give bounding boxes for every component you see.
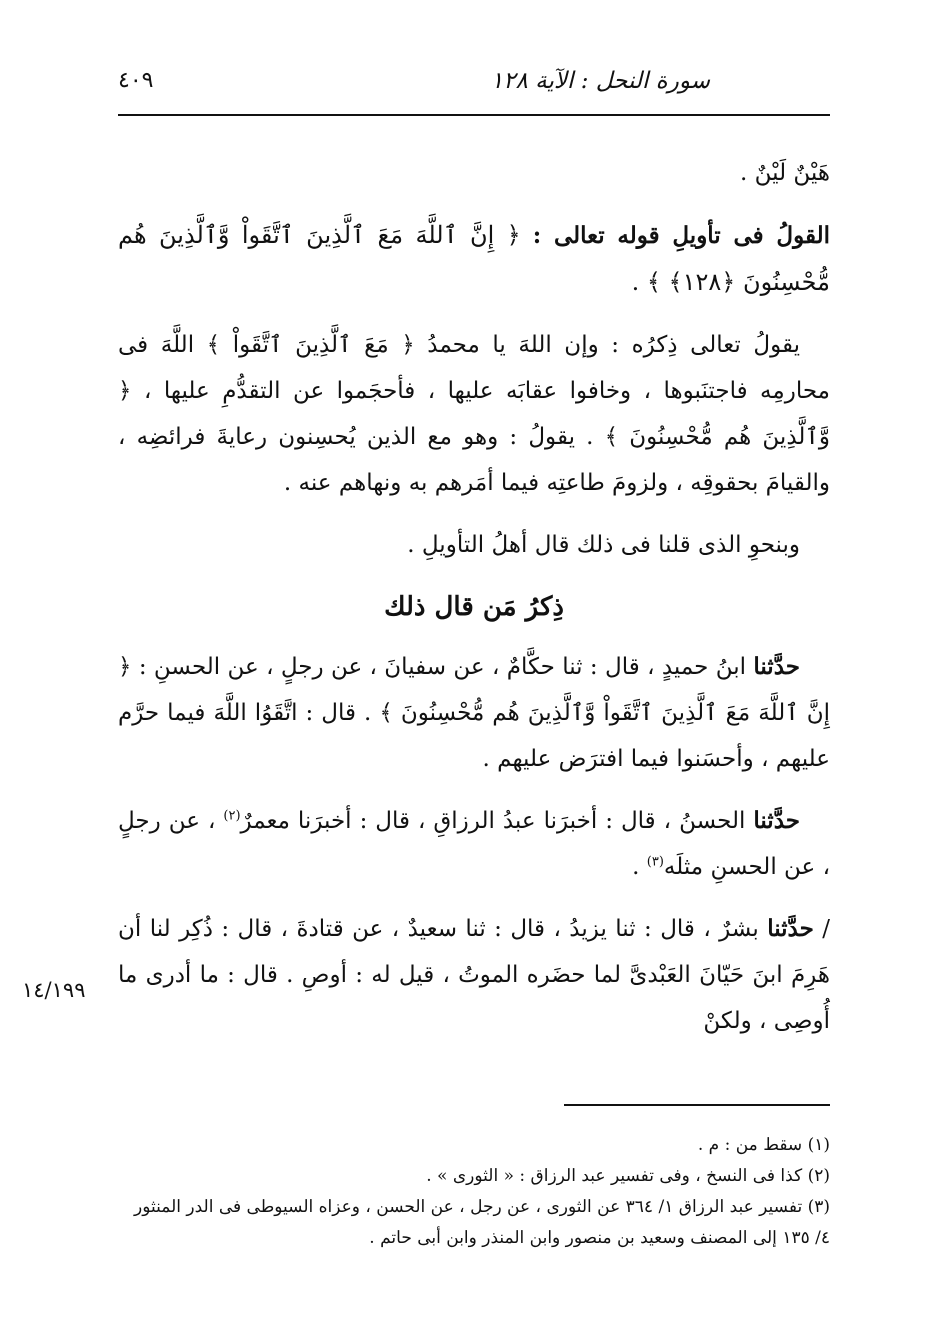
main-text <box>118 150 830 1060</box>
margin-reference: ١٤/١٩٩ <box>22 978 86 1002</box>
page-break-marker: / <box>822 916 831 942</box>
footnote-rule <box>564 1104 830 1106</box>
section-heading: ذِكرُ مَن قال ذلك <box>384 592 564 622</box>
paragraph-4: وبنحوِ الذى قلنا فى ذلك قال أهلُ التأويلِ . <box>407 532 800 558</box>
page-number: ٤٠٩ <box>118 68 154 93</box>
footnote-ref: (٢) <box>223 808 241 824</box>
running-title: سورة النحل : الآية ١٢٨ <box>490 68 710 94</box>
paragraph-7 <box>118 906 830 1044</box>
footnote-3: (٣) تفسير عبد الرزاق ١/ ٣٦٤ عن الثورى ، عن رجل ، عن الحسن ، وعزاه السيوطى فى الدر المنثور ٤/ ١٣٥ إلى المصنف وسعيد بن منصور وابن المنذر وابن أبى حاتم . <box>134 1197 830 1248</box>
footnotes <box>118 1130 830 1254</box>
hadith-text: الحسنُ ، قال : أخبرَنا عبدُ الرزاقِ ، قال : أخبرَنا معمرٌ <box>240 808 746 834</box>
quran-verse: ﴿ إِنَّ ٱللَّهَ مَعَ ٱلَّذِينَ ٱتَّقَواْ وَّٱلَّذِينَ هُم مُّحْسِنُونَ ﴿١٢٨﴾ ﴾ . <box>118 221 830 296</box>
paragraph-2 <box>118 212 830 306</box>
paragraph-3: يقولُ تعالى ذِكرُه : وإن اللهَ يا محمدُ ﴿ مَعَ ٱلَّذِينَ ٱتَّقَواْ ﴾ اللَّهَ فى محارمِه فاجتنَبوها ، وخافوا عقابَه عليها ، فأحجَموا عن التقدُّمِ عليها ، ﴿ وَّٱلَّذِينَ هُم مُّحْسِنُونَ ﴾ . يقولُ : وهو مع الذين يُحسِنون رعايةَ فرائضِه ، والقيامَ بحقوقِه ، ولزومَ طاعتِه فيما أمَرهم به ونهاهم عنه . <box>118 332 830 496</box>
footnote-1: (١) سقط من : م . <box>697 1135 830 1155</box>
hadith-lead: حدَّثنا <box>767 915 814 942</box>
footnote-ref: (٣) <box>646 854 664 870</box>
hadith-text: ابنُ حميدٍ ، قال : ثنا حكَّامٌ ، عن سفيانَ ، عن رجلٍ ، عن الحسنِ : ﴿ إِنَّ ٱللَّهَ مَعَ ٱلَّذِينَ ٱتَّقَواْ وَّٱلَّذِينَ هُم مُّحْسِنُونَ ﴾ . قال : اتَّقَوُا اللَّهَ فيما حرَّم عليهم ، وأحسَنوا فيما افترَض عليهم . <box>118 654 830 772</box>
hadith-end: . <box>632 854 640 880</box>
footnote-2: (٢) كذا فى النسخ ، وفى تفسير عبد الرزاق : « الثورى » . <box>426 1166 830 1186</box>
paragraph-5 <box>118 644 830 782</box>
hadith-lead: حدَّثنا <box>753 807 800 834</box>
paragraph-1: هَيْنٌ لَيْنٌ . <box>740 160 830 186</box>
running-header <box>118 62 830 102</box>
hadith-lead: حدَّثنا <box>753 653 800 680</box>
section-lead: القولُ فى تأويلِ قوله تعالى : <box>532 222 830 249</box>
hadith-text: بشرٌ ، قال : ثنا يزيدُ ، قال : ثنا سعيدٌ ، عن قتادةَ ، قال : ذُكِر لنا أن هَرِمَ ابنَ حَيّانَ العَبْدىَّ لما حضَره الموتُ ، قيل له : أوصِ . قال : ما أدرى ما أُوصِى ، ولكنْ <box>118 916 830 1034</box>
hadith-text: ، عن رجلٍ ، عن الحسنِ مثلَه <box>118 808 830 880</box>
header-rule <box>118 114 830 116</box>
paragraph-6 <box>118 798 830 890</box>
